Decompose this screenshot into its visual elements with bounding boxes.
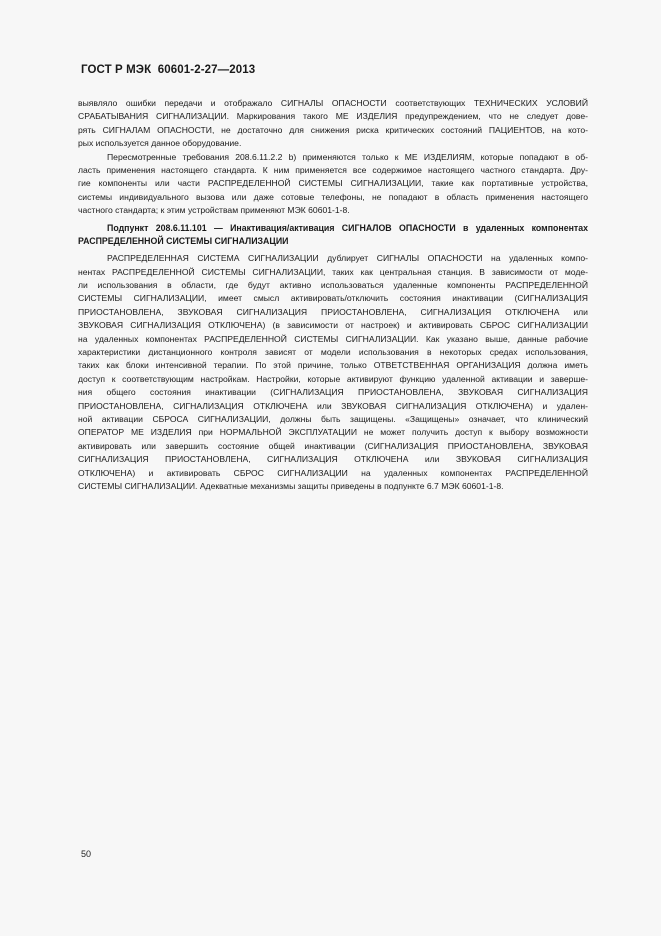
subclause-heading [78, 222, 588, 249]
text-line: активировать или завершить состояние общей инактивации (СИГНАЛИЗАЦИЯ ПРИОСТАНОВЛЕНА, ЗВУКОВАЯ [78, 440, 588, 451]
text-line: СИСТЕМЫ СИГНАЛИЗАЦИИ, имеет смысл активировать/отключить состояния инактивации (СИГНАЛИЗАЦИЯ [78, 293, 588, 304]
text-line: на удаленных компонентах РАСПРЕДЕЛЕННОЙ СИСТЕМЫ СИГНАЛИЗАЦИИ. Как указано выше, данные рабочие [78, 333, 588, 344]
text-line: частного стандарта; к этим устройствам применяют МЭК 60601-1-8. [78, 205, 350, 216]
document-body [78, 97, 588, 493]
text-line: характеристики дистанционного контроля зависят от модели использования в некоторых средах использования, [78, 347, 588, 358]
text-line: ПРИОСТАНОВЛЕНА, ЗВУКОВАЯ СИГНАЛИЗАЦИЯ ПРИОСТАНОВЛЕНА, СИГНАЛИЗАЦИЯ ОТКЛЮЧЕНА или [78, 306, 588, 317]
text-line: Пересмотренные требования 208.6.11.2.2 b) применяются только к МЕ ИЗДЕЛИЯМ, которые попадают в об- [107, 151, 588, 162]
text-line: ОПЕРАТОР МЕ ИЗДЕЛИЯ при НОРМАЛЬНОЙ ЭКСПЛУАТАЦИИ не может получить доступ к выбору возможности [78, 427, 588, 438]
text-line: гие компоненты или части РАСПРЕДЕЛЕННОЙ СИСТЕМЫ СИГНАЛИЗАЦИИ, такие как портативные устройства, [78, 178, 588, 189]
text-line: рых используется данное оборудование. [78, 138, 242, 149]
text-line: ОТКЛЮЧЕНА) и активировать СБРОС СИГНАЛИЗАЦИИ на удаленных компонентах РАСПРЕДЕЛЕННОЙ [78, 467, 588, 478]
text-line: ЗВУКОВАЯ СИГНАЛИЗАЦИЯ ОТКЛЮЧЕНА) (в зависимости от настроек) и активировать СБРОС СИГНАЛИЗАЦИИ [78, 320, 588, 331]
text-line: ния общего состояния инактивации (СИГНАЛИЗАЦИЯ ПРИОСТАНОВЛЕНА, ЗВУКОВАЯ СИГНАЛИЗАЦИЯ [78, 387, 588, 398]
text-line: ласть применения настоящего стандарта. К ним применяется все содержимое настоящего частного стандарта. Дру- [78, 164, 588, 175]
text-line: системы индивидуального вызова или даже сотовые телефоны, не попадают в область применения настоящего [78, 191, 588, 202]
text-line: СИГНАЛИЗАЦИЯ ПРИОСТАНОВЛЕНА, СИГНАЛИЗАЦИЯ ОТКЛЮЧЕНА или ЗВУКОВАЯ СИГНАЛИЗАЦИЯ [78, 454, 588, 465]
text-line: ной активации СБРОСА СИГНАЛИЗАЦИИ, должны быть защищены. «Защищены» означает, что клинический [78, 413, 588, 424]
heading-line: Подпункт 208.6.11.101 — Инактивация/активация СИГНАЛОВ ОПАСНОСТИ в удаленных компонентах [107, 222, 588, 233]
page-number: 50 [81, 849, 92, 859]
text-line: СИСТЕМЫ СИГНАЛИЗАЦИИ. Адекватные механизмы защиты приведены в подпункте 6.7 МЭК 60601-1-8. [78, 480, 504, 491]
paragraph-continuation [78, 97, 588, 151]
text-line: рять СИГНАЛАМ ОПАСНОСТИ, не достаточно для снижения риска критических состояний ПАЦИЕНТОВ, на кото- [78, 124, 588, 135]
paragraph-revised-requirements [78, 151, 588, 218]
paragraph-distributed-alarm-system [78, 252, 588, 493]
text-line: доступ к соответствующим настройкам. Настройки, которые активируют функцию удаленной активации и заверше- [78, 373, 588, 384]
document-header-standard-id: ГОСТ Р МЭК 60601-2-27—2013 [81, 64, 256, 76]
text-line: СРАБАТЫВАНИЯ СИГНАЛИЗАЦИИ. Маркирования такого МЕ ИЗДЕЛИЯ предупреждением, что не следует дове- [78, 111, 588, 122]
text-line: нентах РАСПРЕДЕЛЕННОЙ СИСТЕМЫ СИГНАЛИЗАЦИИ, таких как центральная станция. В зависимости от моде- [78, 266, 588, 277]
text-line: ПРИОСТАНОВЛЕНА, СИГНАЛИЗАЦИЯ ОТКЛЮЧЕНА или ЗВУКОВАЯ СИГНАЛИЗАЦИЯ ОТКЛЮЧЕНА) и удален- [78, 400, 588, 411]
text-line: РАСПРЕДЕЛЕННАЯ СИСТЕМА СИГНАЛИЗАЦИИ дублирует СИГНАЛЫ ОПАСНОСТИ на удаленных компо- [107, 253, 588, 264]
text-line: таких как блоки интенсивной терапии. По этой причине, только ОТВЕТСТВЕННАЯ ОРГАНИЗАЦИЯ должна иметь [78, 360, 588, 371]
heading-line: РАСПРЕДЕЛЕННОЙ СИСТЕМЫ СИГНАЛИЗАЦИИ [78, 235, 289, 246]
text-line: ли использования в области, где будут активно использоваться удаленные компоненты РАСПРЕДЕЛЕННОЙ [78, 280, 588, 291]
text-line: выявляло ошибки передачи и отображало СИГНАЛЫ ОПАСНОСТИ соответствующих ТЕХНИЧЕСКИХ УСЛОВИЙ [78, 98, 588, 108]
